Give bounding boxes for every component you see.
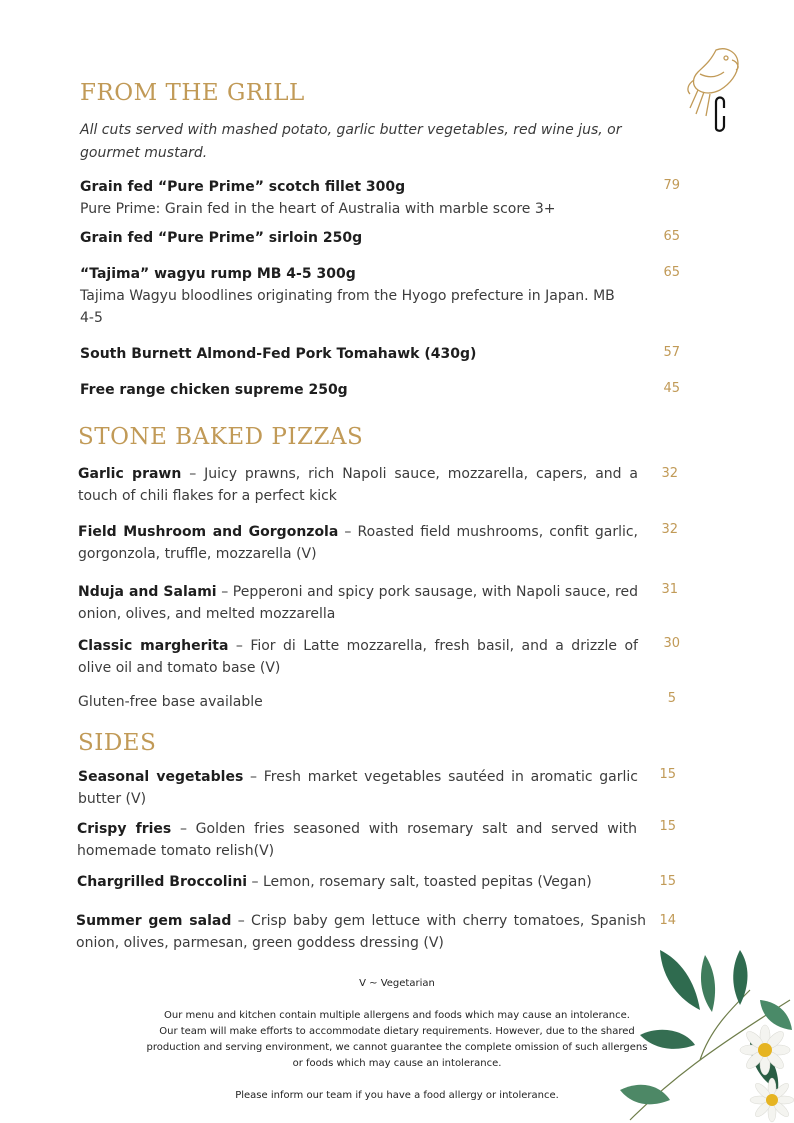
pizzas-title: STONE BAKED PIZZAS bbox=[78, 424, 364, 450]
menu-item bbox=[78, 463, 638, 507]
item-desc: – Fresh market vegetables sautéed in aromatic garlic butter (V) bbox=[78, 769, 638, 807]
item-name: Field Mushroom and Gorgonzola bbox=[78, 524, 339, 540]
item-desc: Tajima Wagyu bloodlines originating from the Hyogo prefecture in Japan. MB 4-5 bbox=[80, 288, 615, 326]
sides-title: SIDES bbox=[78, 730, 157, 756]
menu-item bbox=[78, 635, 638, 679]
item-name: Summer gem salad bbox=[76, 913, 232, 929]
item-name: Free range chicken supreme 250g bbox=[80, 382, 348, 398]
item-price: 65 bbox=[663, 229, 680, 244]
menu-item bbox=[78, 521, 638, 565]
menu-item bbox=[80, 379, 640, 401]
item-desc: – Crisp baby gem lettuce with cherry tomatoes, Spanish onion, olives, parmesan, green goddess dressing (V) bbox=[76, 913, 646, 951]
menu-item bbox=[80, 343, 640, 365]
menu-item bbox=[78, 581, 638, 625]
menu-item bbox=[80, 176, 640, 220]
grill-intro: All cuts served with mashed potato, garlic butter vegetables, red wine jus, or gourmet mustard. bbox=[80, 122, 622, 161]
menu-item bbox=[77, 818, 637, 862]
parrot-g-logo-icon bbox=[686, 44, 744, 132]
menu-item bbox=[80, 227, 640, 249]
item-name: Classic margherita bbox=[78, 638, 229, 654]
item-price: 30 bbox=[663, 636, 680, 651]
item-price: 15 bbox=[659, 767, 676, 782]
menu-item bbox=[78, 691, 638, 713]
allergy-inform-note: Please inform our team if you have a food allergy or intolerance. bbox=[235, 1090, 559, 1101]
item-name: Nduja and Salami bbox=[78, 584, 217, 600]
item-price: 57 bbox=[663, 345, 680, 360]
item-name: South Burnett Almond-Fed Pork Tomahawk (430g) bbox=[80, 346, 477, 362]
item-desc: – Roasted field mushrooms, confit garlic, gorgonzola, truffle, mozzarella (V) bbox=[78, 524, 638, 562]
eucalyptus-daisy-icon bbox=[600, 940, 794, 1123]
item-name: Crispy fries bbox=[77, 821, 172, 837]
item-price: 65 bbox=[663, 265, 680, 280]
item-price: 32 bbox=[661, 466, 678, 481]
item-name: Garlic prawn bbox=[78, 466, 182, 482]
item-price: 79 bbox=[663, 178, 680, 193]
item-name: Seasonal vegetables bbox=[78, 769, 244, 785]
menu-item bbox=[78, 766, 638, 810]
item-desc: – Pepperoni and spicy pork sausage, with Napoli sauce, red onion, olives, and melted mozzarella bbox=[78, 584, 638, 622]
item-name: Grain fed “Pure Prime” sirloin 250g bbox=[80, 230, 363, 246]
vegetarian-legend: V ~ Vegetarian bbox=[359, 978, 435, 989]
allergen-line: Our menu and kitchen contain multiple allergens and foods which may cause an intolerance. bbox=[164, 1010, 630, 1021]
item-desc: – Lemon, rosemary salt, toasted pepitas (Vegan) bbox=[247, 874, 592, 890]
item-name: “Tajima” wagyu rump MB 4-5 300g bbox=[80, 266, 356, 282]
item-desc: – Juicy prawns, rich Napoli sauce, mozzarella, capers, and a touch of chili flakes for a perfect kick bbox=[78, 466, 639, 504]
allergen-line: or foods which may cause an intolerance. bbox=[292, 1058, 502, 1069]
item-price: 45 bbox=[663, 381, 680, 396]
item-price: 32 bbox=[661, 522, 678, 537]
item-price: 15 bbox=[659, 819, 676, 834]
item-price: 31 bbox=[661, 582, 678, 597]
grill-title: FROM THE GRILL bbox=[80, 80, 305, 106]
item-desc: Pure Prime: Grain fed in the heart of Australia with marble score 3+ bbox=[80, 201, 556, 217]
item-desc: – Golden fries seasoned with rosemary salt and served with homemade tomato relish(V) bbox=[77, 821, 637, 859]
allergen-line: production and serving environment, we cannot guarantee the complete omission of such allergens bbox=[146, 1042, 648, 1053]
item-desc: Gluten-free base available bbox=[78, 694, 263, 710]
item-price: 14 bbox=[659, 913, 676, 928]
item-desc: – Fior di Latte mozzarella, fresh basil, and a drizzle of olive oil and tomato base (V) bbox=[78, 638, 638, 676]
item-price: 5 bbox=[667, 691, 676, 706]
item-name: Grain fed “Pure Prime” scotch fillet 300g bbox=[80, 179, 406, 195]
item-name: Chargrilled Broccolini bbox=[77, 874, 248, 890]
menu-item bbox=[76, 910, 646, 954]
menu-item bbox=[77, 871, 637, 893]
menu-item bbox=[80, 263, 625, 329]
allergen-line: Our team will make efforts to accommodate dietary requirements. However, due to the shared bbox=[159, 1026, 635, 1037]
item-price: 15 bbox=[659, 874, 676, 889]
